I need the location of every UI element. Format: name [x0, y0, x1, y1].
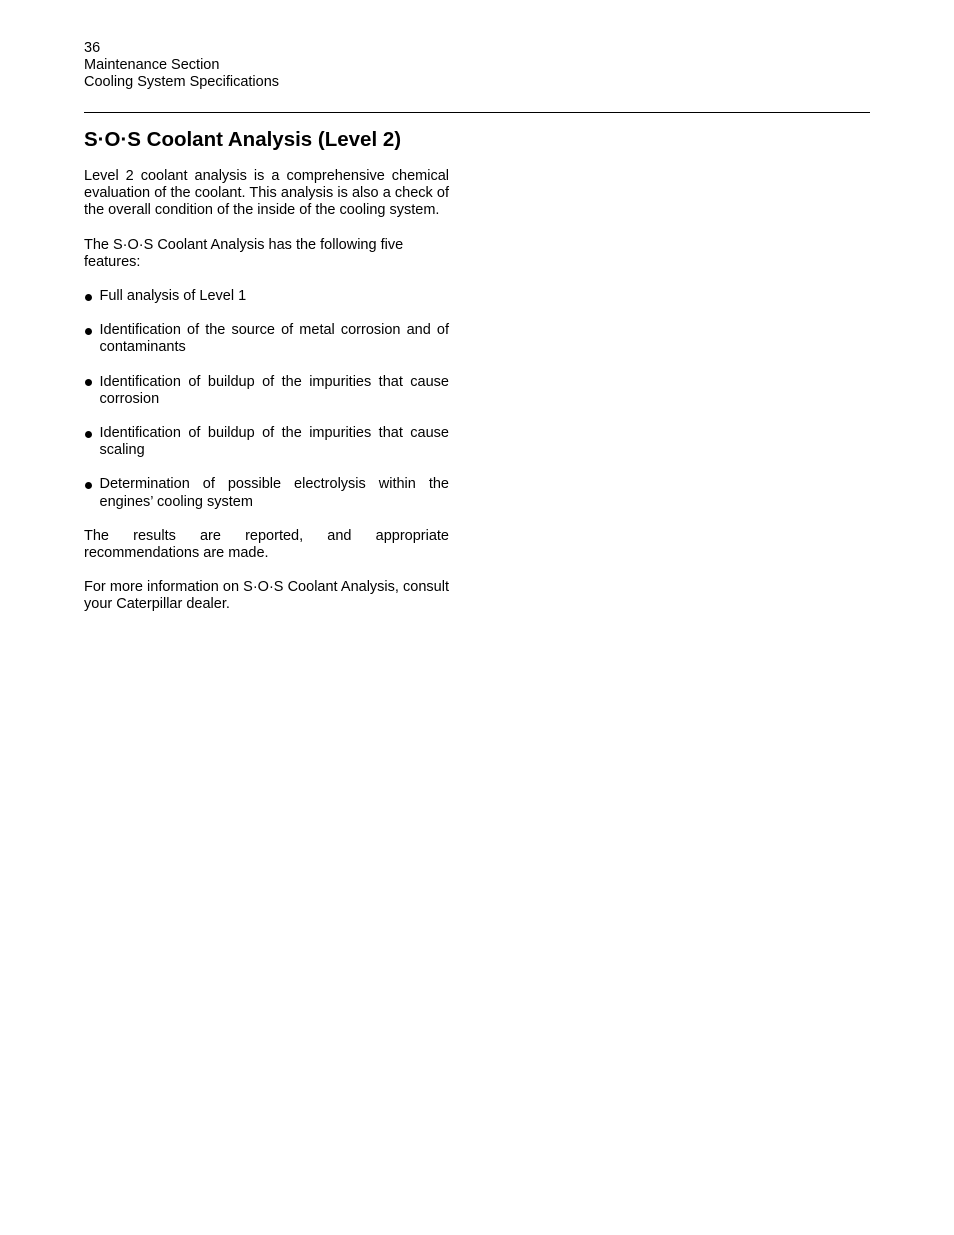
more-info-paragraph: For more information on S·O·S Coolant Analysis, consult your Caterpillar dealer.	[84, 579, 449, 613]
list-item	[84, 288, 449, 305]
list-item-text: Identification of the source of metal corrosion and of contaminants	[99, 322, 449, 356]
bullet-icon	[85, 294, 92, 301]
results-paragraph: The results are reported, and appropriate recommendations are made.	[84, 527, 449, 562]
list-item	[84, 476, 449, 510]
bullet-icon	[85, 431, 92, 438]
section-name: Maintenance Section	[84, 57, 220, 73]
features-list	[84, 288, 449, 511]
header-divider	[84, 112, 870, 113]
list-item-text: Identification of buildup of the impurities that cause corrosion	[99, 373, 449, 407]
bullet-icon	[85, 482, 92, 489]
subsection-name: Cooling System Specifications	[84, 74, 280, 90]
list-item	[84, 425, 449, 459]
bullet-icon	[85, 328, 92, 335]
page-title: S·O·S Coolant Analysis (Level 2)	[84, 128, 402, 151]
body-column	[84, 168, 449, 631]
list-item-text: Identification of buildup of the impurities that cause scaling	[99, 425, 449, 459]
list-item	[84, 322, 449, 356]
list-item	[84, 374, 449, 408]
features-lead-paragraph: The S·O·S Coolant Analysis has the following five features:	[84, 236, 404, 270]
list-item-text: Determination of possible electrolysis within the engines’ cooling system	[99, 476, 449, 510]
intro-paragraph: Level 2 coolant analysis is a comprehensive chemical evaluation of the coolant. This analysis is also a check of the overall condition of the inside of the cooling system.	[84, 168, 449, 219]
page-number: 36	[84, 40, 101, 56]
list-item-text: Full analysis of Level 1	[99, 288, 247, 305]
bullet-icon	[85, 379, 92, 386]
page-header	[84, 40, 279, 91]
